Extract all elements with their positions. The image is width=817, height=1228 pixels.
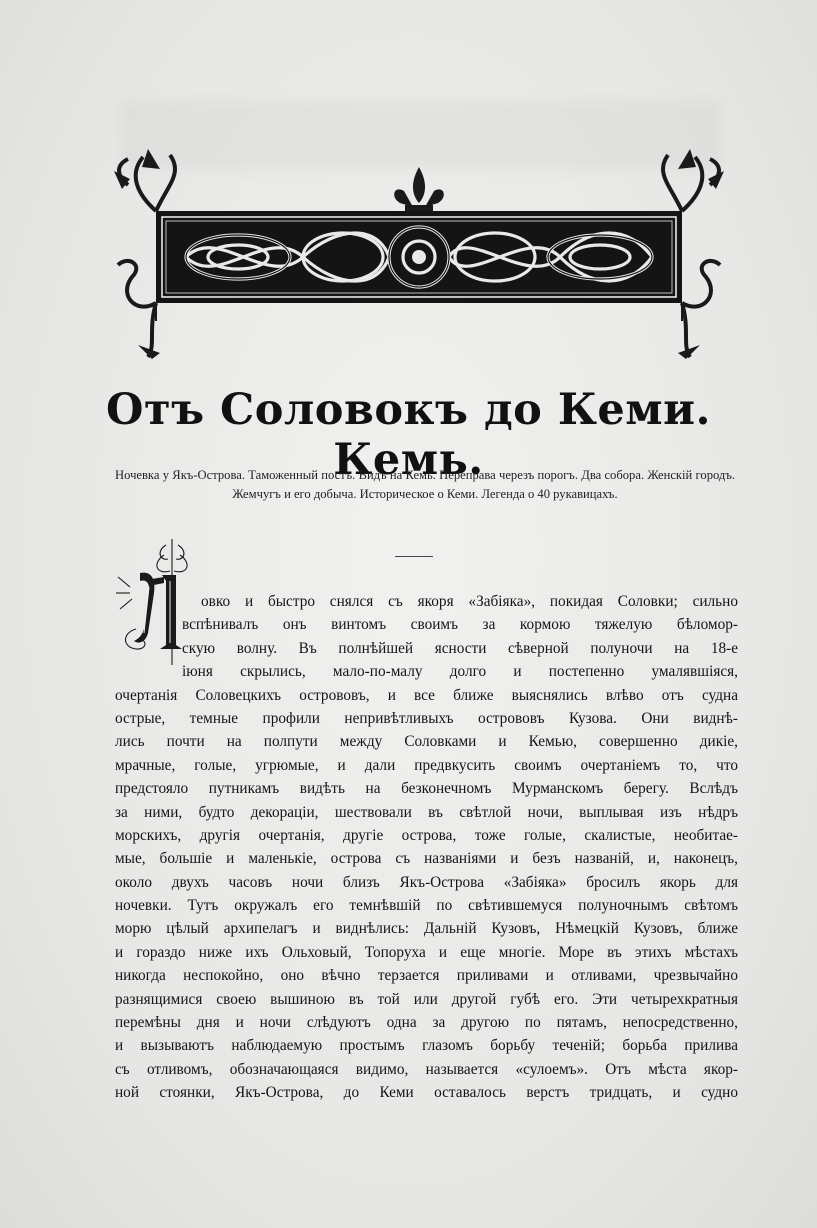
text-line: и гораздо ниже ихъ Ольховый, Топоруха и еще многіе. Море въ этихъ мѣстахъ (115, 943, 738, 961)
text-line: скую волну. Въ полнѣйшей ясности сѣверной полуночи на 18-е (182, 639, 738, 657)
text-line: іюня скрылись, мало-по-малу долго и постепенно умалявшіяся, (182, 663, 738, 681)
text-line: ной стоянки, Якъ-Острова, до Кеми оставалось верстъ тридцать, и судно (115, 1084, 738, 1102)
ornamental-headpiece-icon (108, 145, 730, 360)
text-line: ночевки. Тутъ окружалъ его темнѣвшій по свѣтившемуся полуночнымъ свѣтомъ (115, 897, 738, 915)
text-line: и вызываютъ наблюдаемую простымъ глазомъ борьбу теченій; борьба прилива (115, 1037, 738, 1055)
text-line: предстояло путникамъ видѣть на безконечномъ Мурманскомъ берегу. Вслѣдъ (115, 780, 738, 798)
text-line: за ними, будто декораціи, шествовали въ свѣтлой ночи, выплывая изъ нѣдръ (115, 803, 738, 821)
text-line: вспѣнивалъ онъ винтомъ своимъ за кормою тяжелую бѣломор- (182, 616, 738, 634)
text-line: съ отливомъ, обозначающаяся видимо, называется «сулоемъ». Отъ мѣста якор- (115, 1060, 738, 1078)
body-text (115, 590, 738, 1105)
divider (395, 556, 433, 557)
chapter-summary: Ночевка у Якъ-Острова. Таможенный постъ. Видъ на Кемь. Переправа черезъ порогъ. Два собора. Женскій городъ. Жемчугъ и его добыча. Историческое о Кеми. Легенда о 40 рукавицахъ. (115, 468, 735, 501)
text-line: овко и быстро снялся съ якоря «Забіяка», покидая Соловки; сильно (201, 593, 738, 610)
text-line: лись почти на полпути между Соловками и Кемью, совершенно дикіе, (115, 733, 738, 751)
text-line: морю цѣлый архипелагъ и виднѣлись: Дальній Кузовъ, Нѣмецкій Кузовъ, ближе (115, 920, 738, 938)
text-line: никогда неспокойно, оно вѣчно терзается приливами и отливами, чрезвычайно (115, 967, 738, 985)
text-line: очертанія Соловецкихъ острововъ, и все ближе выяснялись влѣво отъ судна (115, 686, 738, 704)
text-line: мрачные, голые, угрюмые, и дали предвкусить своимъ очертаніемъ то, что (115, 756, 738, 774)
text-line: морскихъ, другія очертанія, другіе острова, тоже голые, скалистые, необитае- (115, 826, 738, 844)
text-line: острые, темные профили непривѣтливыхъ острововъ Кузова. Они виднѣ- (115, 709, 738, 727)
text-line: около двухъ часовъ ночи близъ Якъ-Острова «Забіяка» бросилъ якорь для (115, 873, 738, 891)
text-line: разнящимися своею вышиною въ той или другой губѣ его. Эти четырехкратныя (115, 990, 738, 1008)
chapter-title: Отъ Соловокъ до Кеми. Кемь. (105, 385, 712, 485)
text-line: перемѣны дня и ночи слѣдуютъ одна за другою по пятамъ, непосредственно, (115, 1014, 738, 1032)
text-line: мые, большіе и маленькіе, острова съ названіями и безъ названій, и, наконецъ, (115, 850, 738, 868)
